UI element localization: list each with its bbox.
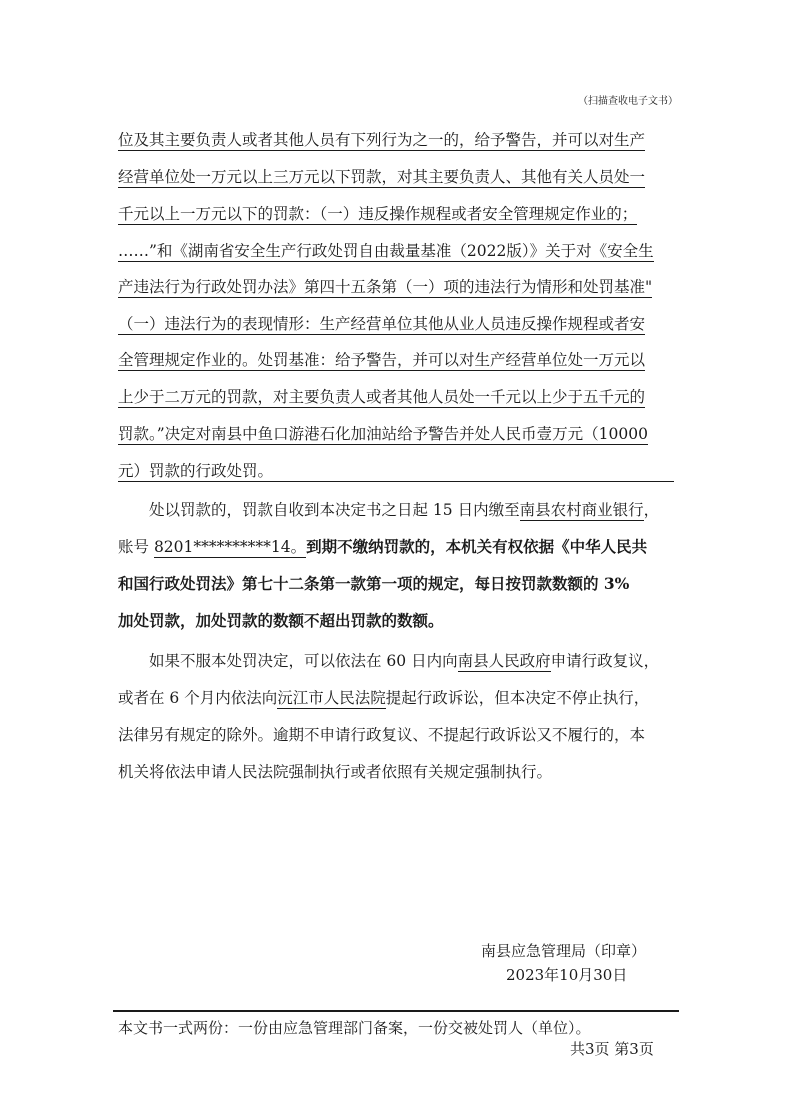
basis-line: ……”和《湖南省安全生产行政处罚自由裁量基准（2022版）》关于对《安全生: [118, 242, 654, 260]
page-number: 共3页 第3页: [570, 1040, 654, 1058]
footer-divider: [113, 1010, 679, 1012]
header-note: （扫描查收电子文书）: [578, 96, 678, 107]
basis-line: 上少于二万元的罚款，对主要负责人或者其他人员处一千元以上少于五千元的: [118, 388, 646, 406]
appeal-line: 法律另有规定的除外。逾期不申请行政复议、不提起行政诉讼又不履行的，本: [118, 726, 646, 744]
basis-line-last: 元）罚款的行政处罚。: [118, 461, 674, 482]
payment-line: 账号 8201**********14。到期不缴纳罚款的，本机关有权依据《中华人民共: [118, 537, 648, 556]
appeal-line: 如果不服本处罚决定，可以依法在 60 日内向南县人民政府申请行政复议，: [149, 652, 660, 670]
basis-line: 位及其主要负责人或者其他人员有下列行为之一的，给予警告，并可以对生产: [118, 131, 646, 149]
basis-line: 全管理规定作业的。处罚基准：给予警告，并可以对生产经营单位处一万元以: [118, 351, 646, 369]
appeal-line: 或者在 6 个月内依法向沅江市人民法院提起行政诉讼，但本决定不停止执行，: [118, 689, 650, 707]
basis-line: 千元以上一万元以下的罚款：（一）违反操作规程或者安全管理规定作业的；: [118, 205, 638, 223]
payment-line: 加处罚款，加处罚款的数额不超出罚款的数额。: [118, 611, 444, 630]
court-name: 沅江市人民法院: [277, 689, 386, 707]
bank-name: 南县农村商业银行: [519, 501, 644, 519]
issuing-authority: 南县应急管理局（印章）: [481, 942, 647, 960]
footer-note: 本文书一式两份：一份由应急管理部门备案，一份交被处罚人（单位）。: [118, 1019, 591, 1037]
basis-line: 产违法行为行政处罚办法》第四十五条第（一）项的违法行为情形和处罚基准": [118, 278, 653, 296]
issue-date: 2023年10月30日: [506, 966, 628, 984]
payment-line: 和国行政处罚法》第七十二条第一款第一项的规定，每日按罚款数额的 3%: [118, 574, 630, 593]
basis-line: 罚款。”决定对南县中鱼口游港石化加油站给予警告并处人民币壹万元（10000: [118, 425, 648, 443]
basis-line: （一）违法行为的表现情形：生产经营单位其他从业人员违反操作规程或者安: [118, 315, 646, 333]
government-name: 南县人民政府: [457, 652, 551, 670]
payment-line: 处以罚款的，罚款自收到本决定书之日起 15 日内缴至南县农村商业银行，: [149, 501, 660, 519]
account-number: 8201**********14: [153, 538, 291, 556]
appeal-line: 机关将依法申请人民法院强制执行或者依照有关规定强制执行。: [118, 763, 553, 781]
basis-line: 经营单位处一万元以上三万元以下罚款，对其主要负责人、其他有关人员处一: [118, 168, 646, 186]
